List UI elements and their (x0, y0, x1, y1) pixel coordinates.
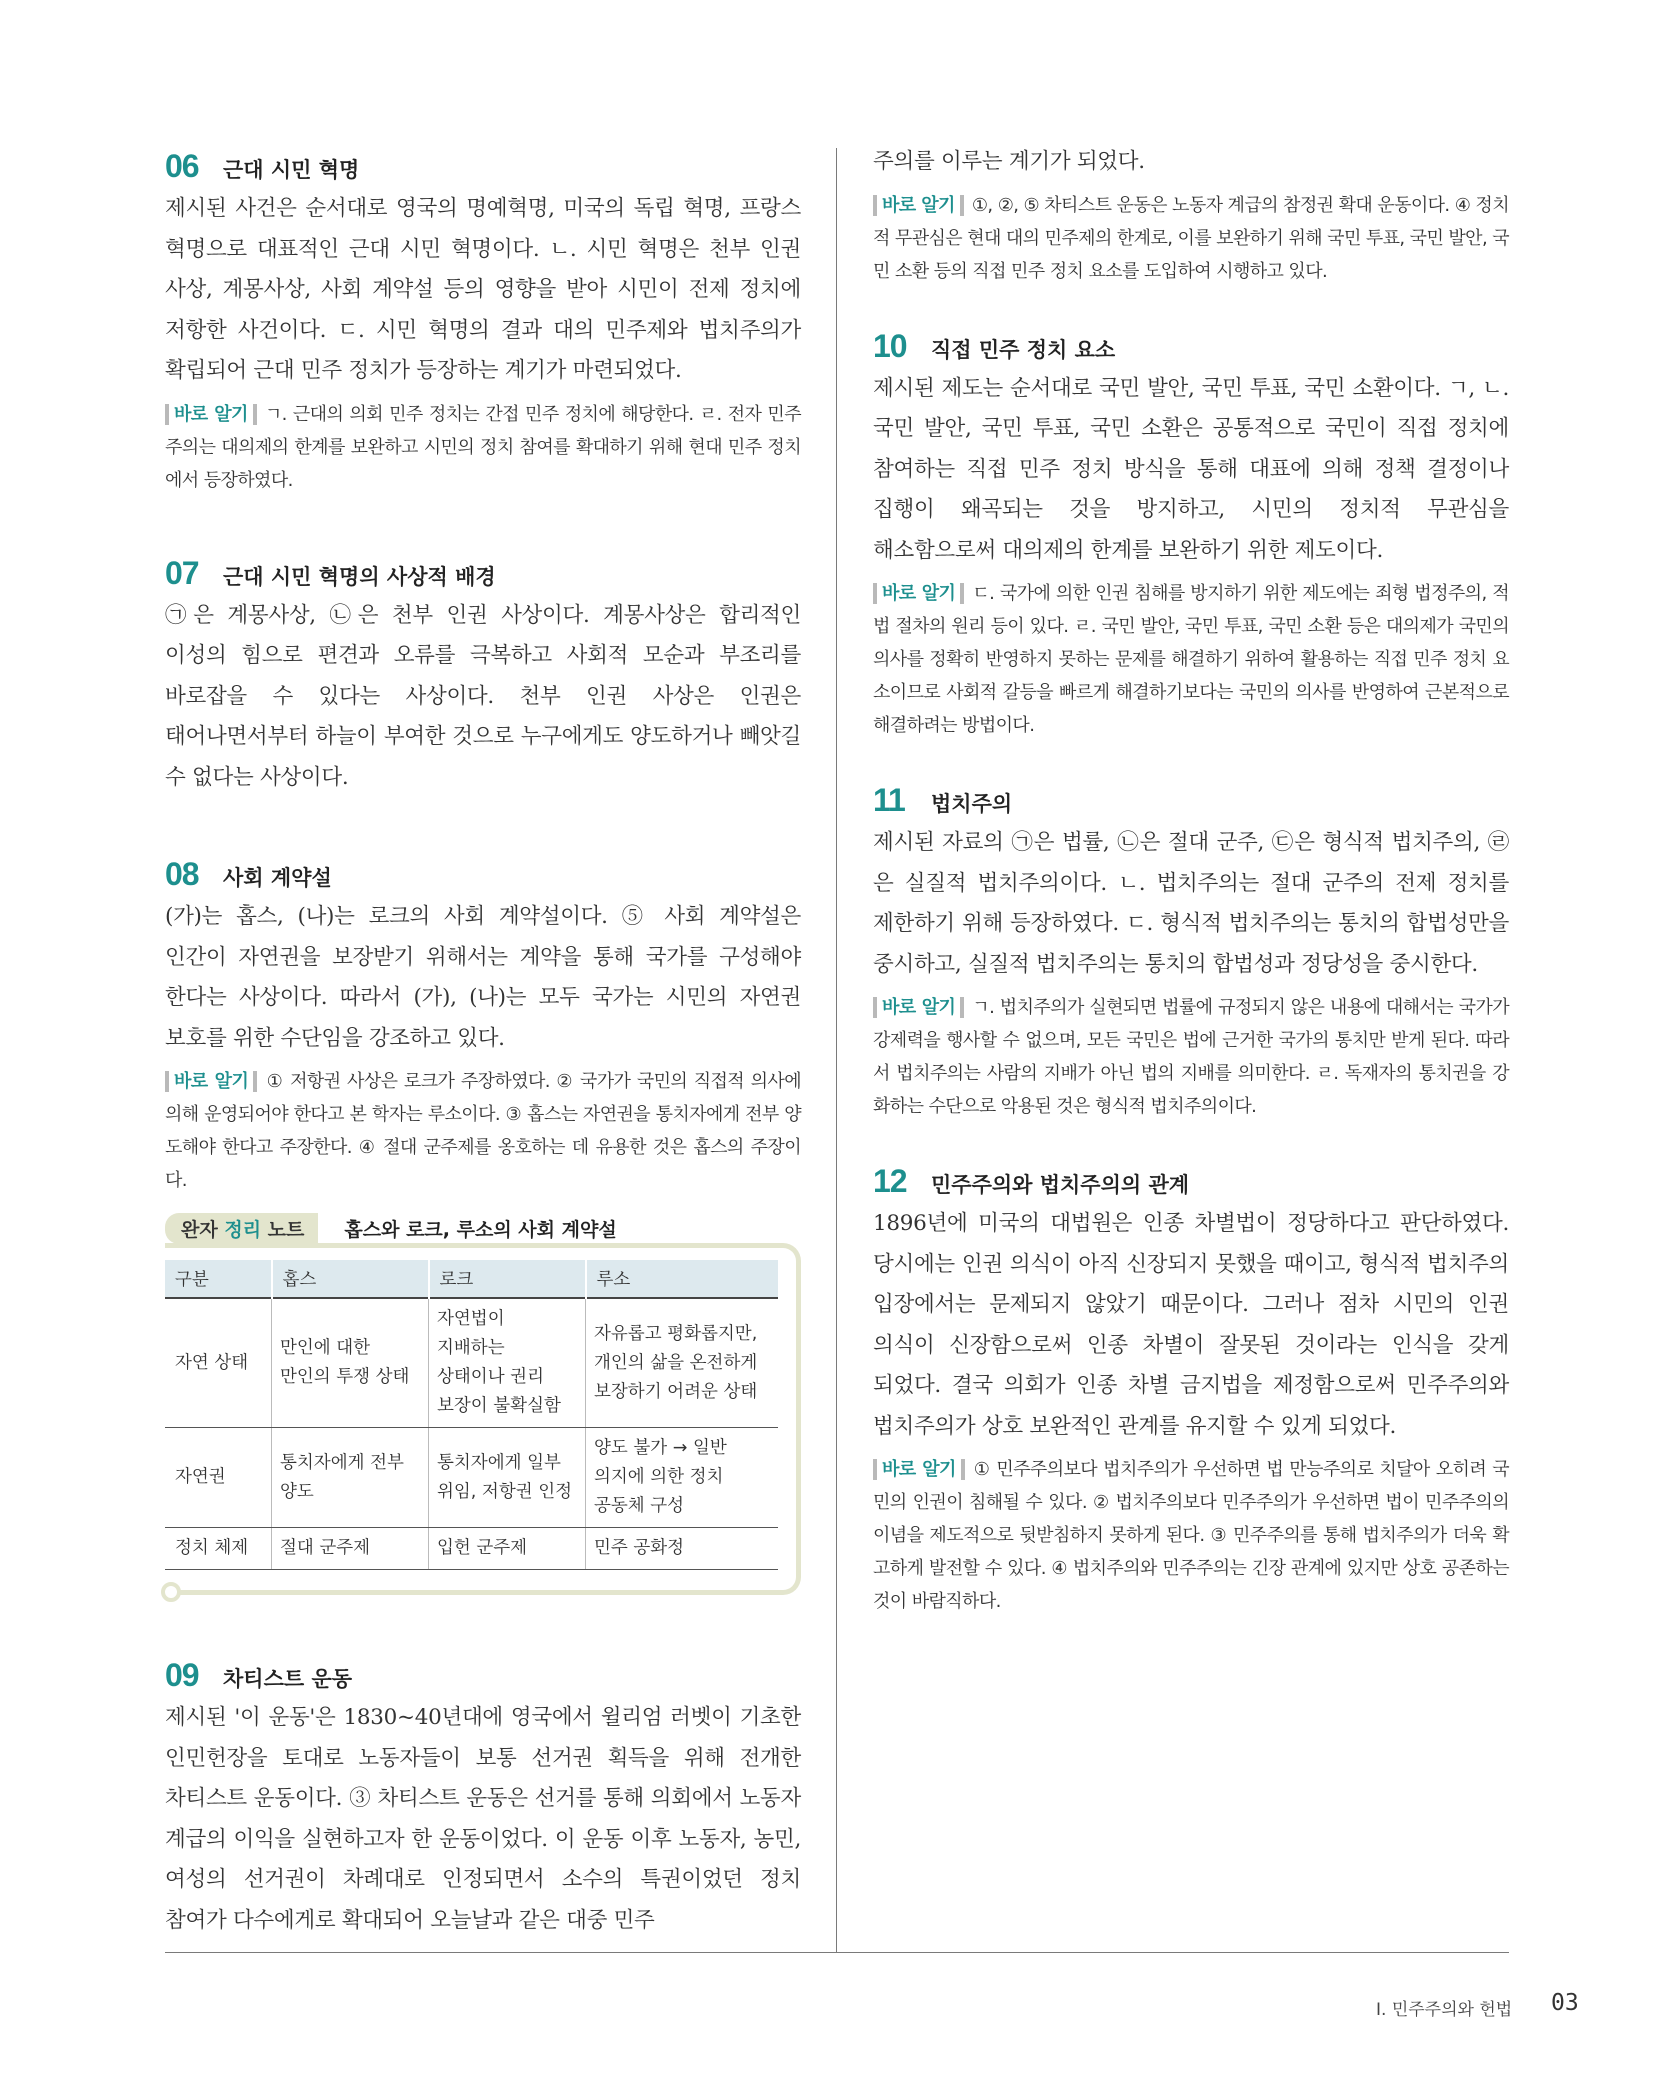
table-cell: 입헌 군주제 (429, 1528, 586, 1570)
chapter-label: Ⅰ. 민주주의와 헌법 (1376, 2000, 1513, 2020)
section-body: ㉠은 계몽사상, ㉡은 천부 인권 사상이다. 계몽사상은 합리적인 이성의 힘으로 편견과 오류를 극복하고 사회적 모순과 부조리를 바로잡을 수 있다는 사상이다. 천부 인권 사상은 인권은 태어나면서부터 하늘이 부여한 것으로 누구에게도 양도하거나 빼앗길 수 없다는 사상이다. (165, 602, 801, 790)
section-title: 법치주의 (931, 792, 1013, 816)
section-08 (165, 856, 801, 1595)
summary-note-frame (165, 1243, 801, 1595)
section-12 (873, 1163, 1509, 1618)
section-11 (873, 782, 1509, 1123)
correction-tip (873, 189, 1509, 288)
section-body: 제시된 '이 운동'은 1830~40년대에 영국에서 윌리엄 러벳이 기초한 인민헌장을 토대로 노동자들이 보통 선거권 획득을 위해 전개한 차티스트 운동이다. ③ 차티스트 운동은 선거를 통해 의회에서 노동자 계급의 이익을 실현하고자 한 운동이었다. 이 운동 이후 노동자, 농민, 여성의 선거권이 차례대로 인정되면서 소수의 특권이었던 정치 참여가 다수에게로 확대되어 오늘날과 같은 대중 민주 (165, 1705, 801, 1933)
table-cell: 양도 불가 → 일반 의지에 의한 정치 공동체 구성 (586, 1428, 779, 1528)
table-row (165, 1428, 778, 1528)
correction-tip (873, 991, 1509, 1123)
badge-accent-word: 정리 (224, 1218, 262, 1241)
table-cell: 자연법이 지배하는 상태이나 권리 보장이 불확실함 (429, 1298, 586, 1428)
tip-text: ①, ②, ⑤ 차티스트 운동은 노동자 계급의 참정권 확대 운동이다. ④ 정치적 무관심은 현대 대의 민주제의 한계로, 이를 보완하기 위해 국민 투표, 국민 발안, 국민 소환 등의 직접 민주 정치 요소를 도입하여 시행하고 있다. (873, 194, 1509, 282)
tip-text: ㄷ. 국가에 의한 인권 침해를 방지하기 위한 제도에는 죄형 법정주의, 적법 절차의 원리 등이 있다. ㄹ. 국민 발안, 국민 투표, 국민 소환 등은 대의제가 국민의 의사를 정확히 반영하지 못하는 문제를 해결하기 위하여 활용하는 직접 민주 정치 요소이므로 사회적 갈등을 빠르게 해결하기보다는 국민의 의사를 반영하여 근본적으로 해결하려는 방법이다. (873, 583, 1509, 736)
correction-tip (873, 1453, 1509, 1618)
section-number: 08 (165, 856, 199, 892)
badge-word: 완자 (181, 1218, 218, 1241)
section-title: 민주주의와 법치주의의 관계 (931, 1173, 1190, 1197)
section-title: 근대 시민 혁명 (223, 158, 360, 182)
section-body: 제시된 사건은 순서대로 영국의 명예혁명, 미국의 독립 혁명, 프랑스 혁명으로 대표적인 근대 시민 혁명이다. ㄴ. 시민 혁명은 천부 인권 사상, 계몽사상, 사회 계약설 등의 영향을 받아 시민이 전제 정치에 저항한 사건이다. ㄷ. 시민 혁명의 결과 대의 민주제와 법치주의가 확립되어 근대 민주 정치가 등장하는 계기가 마련되었다. (165, 196, 801, 383)
section-number: 09 (165, 1657, 199, 1693)
summary-note-title: 홉스와 로크, 루소의 사회 계약설 (344, 1218, 617, 1241)
section-heading (873, 328, 1509, 365)
tip-label: 바로 알기 (873, 1459, 965, 1480)
section-07 (165, 555, 801, 799)
table-row (165, 1528, 778, 1570)
section-body: 주의를 이루는 계기가 되었다. (873, 149, 1145, 174)
section-number: 06 (165, 148, 199, 184)
correction-tip (165, 398, 801, 497)
section-body: 제시된 제도는 순서대로 국민 발안, 국민 투표, 국민 소환이다. ㄱ, ㄴ. 국민 발안, 국민 투표, 국민 소환은 공통적으로 국민이 직접 정치에 참여하는 직접 민주 정치 방식을 통해 대표에 의해 정책 결정이나 집행이 왜곡되는 것을 방지하고, 시민의 정치적 무관심을 해소함으로써 대의제의 한계를 보완하기 위한 제도이다. (873, 375, 1509, 563)
section-body: (가)는 홉스, (나)는 로크의 사회 계약설이다. ⑤ 사회 계약설은 인간이 자연권을 보장받기 위해서는 계약을 통해 국가를 구성해야 한다는 사상이다. 따라서 (가), (나)는 모두 국가는 시민의 자연권 보호를 위한 수단임을 강조하고 있다. (165, 904, 801, 1051)
tip-label: 바로 알기 (165, 1071, 257, 1092)
summary-note-badge (165, 1213, 318, 1244)
tip-text: ㄱ. 법치주의가 실현되면 법률에 규정되지 않은 내용에 대해서는 국가가 강제력을 행사할 수 없으며, 모든 국민은 법에 근거한 국가의 통치만 받게 된다. 따라서 법치주의는 사람의 지배가 아닌 법의 지배를 의미한다. ㄹ. 독재자의 통치권을 강화하는 수단으로 악용된 것은 형식적 법치주의이다. (873, 997, 1509, 1117)
summary-note-header (165, 1211, 801, 1245)
section-09-continued (873, 142, 1509, 288)
section-06 (165, 148, 801, 497)
table-cell: 통치자에게 일부 위임, 저항권 인정 (429, 1428, 586, 1528)
table-cell: 자연권 (165, 1428, 272, 1528)
tip-label: 바로 알기 (165, 404, 257, 425)
section-title: 사회 계약설 (223, 866, 332, 890)
table-header-cell: 홉스 (272, 1260, 429, 1298)
tip-label: 바로 알기 (873, 583, 964, 604)
note-end-dot (161, 1582, 181, 1602)
table-header-cell: 구분 (165, 1260, 272, 1298)
section-body: 제시된 자료의 ㉠은 법률, ㉡은 절대 군주, ㉢은 형식적 법치주의, ㉣은 실질적 법치주의이다. ㄴ. 법치주의는 절대 군주의 전제 정치를 제한하기 위해 등장하였다. ㄷ. 형식적 법치주의는 통치의 합법성만을 중시하고, 실질적 법치주의는 통치의 합법성과 정당성을 중시한다. (873, 830, 1509, 977)
column-divider (836, 148, 837, 1953)
table-cell: 통치자에게 전부 양도 (272, 1428, 429, 1528)
correction-tip (165, 1065, 801, 1197)
table-cell: 자연 상태 (165, 1298, 272, 1428)
table-header-cell: 루소 (586, 1260, 779, 1298)
tip-text: ① 민주주의보다 법치주의가 우선하면 법 만능주의로 치달아 오히려 국민의 인권이 침해될 수 있다. ② 법치주의보다 민주주의가 우선하면 법이 민주주의의 이념을 제도적으로 뒷받침하지 못하게 된다. ③ 민주주의를 통해 법치주의가 더욱 확고하게 발전할 수 있다. ④ 법치주의와 민주주의는 긴장 관계에 있지만 상호 공존하는 것이 바람직하다. (873, 1459, 1509, 1612)
table-cell: 자유롭고 평화롭지만, 개인의 삶을 온전하게 보장하기 어려운 상태 (586, 1298, 779, 1428)
correction-tip (873, 577, 1509, 742)
badge-word: 노트 (261, 1218, 305, 1241)
section-heading (873, 782, 1509, 819)
section-body: 1896년에 미국의 대법원은 인종 차별법이 정당하다고 판단하였다. 당시에는 인권 의식이 아직 신장되지 못했을 때이고, 형식적 법치주의 입장에서는 문제되지 않았기 때문이다. 그러나 점차 시민의 인권 의식이 신장함으로써 인종 차별이 잘못된 것이라는 인식을 갖게 되었다. 결국 의회가 인종 차별 금지법을 제정함으로써 민주주의와 법치주의가 상호 보완적인 관계를 유지할 수 있게 되었다. (873, 1211, 1509, 1439)
section-heading (165, 555, 801, 592)
left-column (165, 148, 801, 1981)
section-heading (165, 148, 801, 185)
tip-text: ① 저항권 사상은 로크가 주장하였다. ② 국가가 국민의 직접적 의사에 의해 운영되어야 한다고 본 학자는 루소이다. ③ 홉스는 자연권을 통치자에게 전부 양도해야 한다고 주장한다. ④ 절대 군주제를 옹호하는 데 유용한 것은 홉스의 주장이다. (165, 1071, 801, 1191)
section-09 (165, 1657, 801, 1941)
section-title: 직접 민주 정치 요소 (931, 337, 1116, 362)
table-row (165, 1298, 778, 1428)
section-title: 근대 시민 혁명의 사상적 배경 (223, 564, 496, 589)
section-10 (873, 328, 1509, 743)
table-cell: 만인에 대한 만인의 투쟁 상태 (272, 1298, 429, 1428)
table-cell: 절대 군주제 (272, 1528, 429, 1570)
summary-note (165, 1211, 801, 1595)
section-heading (165, 856, 801, 893)
table-header-cell: 로크 (429, 1260, 586, 1298)
table-cell: 정치 체제 (165, 1528, 272, 1570)
table-cell: 민주 공화정 (586, 1528, 779, 1570)
page-number: 03 (1551, 1990, 1579, 2016)
section-number: 11 (873, 782, 905, 818)
tip-text: ㄱ. 근대의 의회 민주 정치는 간접 민주 정치에 해당한다. ㄹ. 전자 민주주의는 대의제의 한계를 보완하고 시민의 정치 참여를 확대하기 위해 현대 민주 정치에서 등장하였다. (165, 403, 801, 491)
tip-label: 바로 알기 (873, 997, 964, 1018)
section-number: 07 (165, 554, 199, 591)
footer-rule (165, 1952, 1509, 1953)
comparison-table (165, 1260, 778, 1570)
section-heading (873, 1163, 1509, 1200)
section-number: 10 (873, 327, 907, 364)
right-column (873, 148, 1509, 1658)
section-number: 12 (873, 1163, 907, 1199)
section-heading (165, 1657, 801, 1694)
tip-label: 바로 알기 (873, 195, 964, 216)
table-header-row (165, 1260, 778, 1298)
section-title: 차티스트 운동 (223, 1667, 353, 1691)
